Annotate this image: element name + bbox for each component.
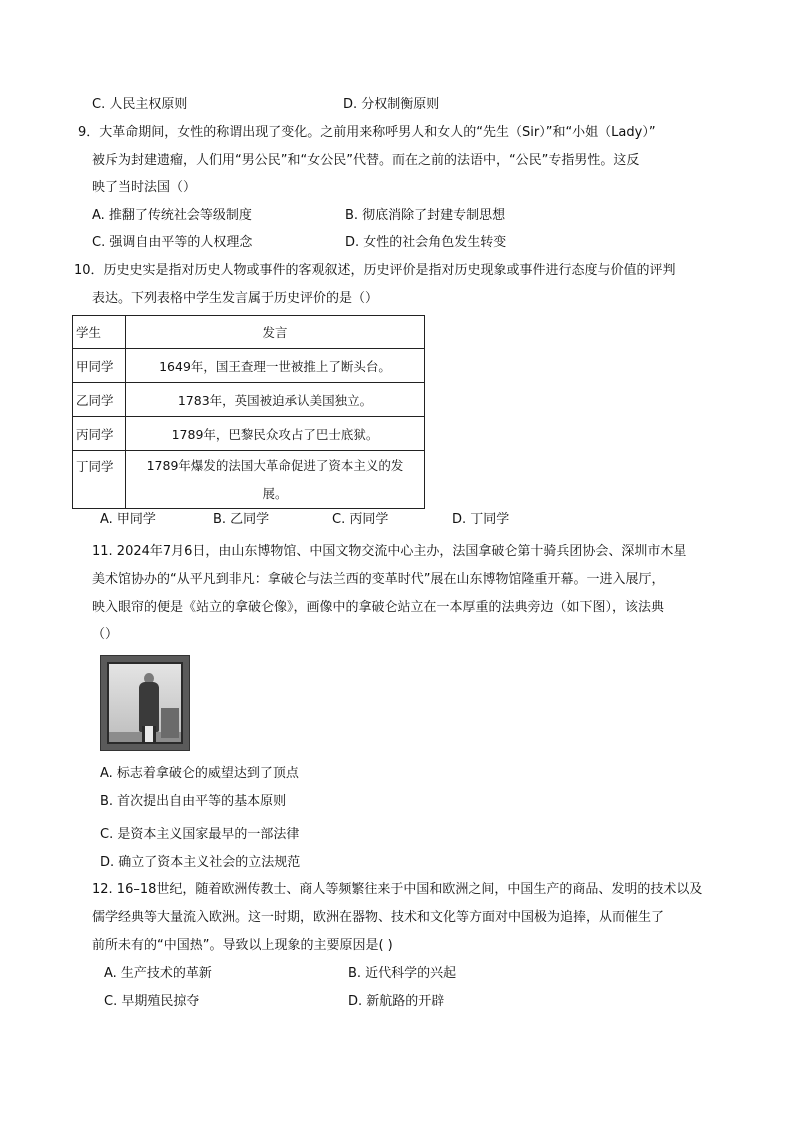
table-cell-student: 甲同学 [73,349,126,383]
table-header-student: 学生 [73,316,126,349]
q9-stem-line3: 映了当时法国（） [92,180,197,195]
table-cell-student: 乙同学 [73,383,126,417]
table-cell-speech-line2: 展。 [262,485,288,501]
q10-option-d: D. 丁同学 [452,512,510,527]
table-cell-speech [126,451,425,509]
q11-stem-line3: 映入眼帘的便是《站立的拿破仑像》，画像中的拿破仑站立在一本厚重的法典旁边（如下图），该法典 [92,600,665,615]
q10-stem-line1: 10．历史史实是指对历史人物或事件的客观叙述，历史评价是指对历史现象或事件进行态度与价值的评判 [74,263,676,278]
q12-stem-line3: 前所未有的“中国热”。导致以上现象的主要原因是( ) [92,938,393,953]
q10-option-c: C. 丙同学 [332,512,389,527]
q10-option-a: A. 甲同学 [100,512,156,527]
table-cell-speech: 1789年，巴黎民众攻占了巴士底狱。 [126,417,425,451]
table-cell-speech: 1649年，国王查理一世被推上了断头台。 [126,349,425,383]
q12-option-a: A. 生产技术的革新 [104,966,212,981]
table-row [73,417,425,451]
q11-option-c: C. 是资本主义国家最早的一部法律 [100,827,300,842]
portrait-frame [107,662,183,744]
napoleon-portrait-image [100,655,190,751]
q12-stem-line2: 儒学经典等大量流入欧洲。这一时期，欧洲在器物、技术和文化等方面对中国极为追捧，从而催生了 [92,910,665,925]
q12-option-d: D. 新航路的开辟 [348,994,445,1009]
q9-option-a: A. 推翻了传统社会等级制度 [92,208,252,223]
q12-stem-line1: 12. 16–18世纪，随着欧洲传教士、商人等频繁往来于中国和欧洲之间，中国生产的商品、发明的技术以及 [92,882,703,897]
speech-table [72,315,425,509]
table-cell-speech-line1: 1789年爆发的法国大革命促进了资本主义的发 [146,457,404,473]
table-row [73,383,425,417]
table-cell-student: 丙同学 [73,417,126,451]
q11-stem-line2: 美术馆协办的“从平凡到非凡：拿破仑与法兰西的变革时代”展在山东博物馆隆重开幕。一进入展厅， [92,572,665,587]
q11-option-d: D. 确立了资本主义社会的立法规范 [100,855,301,870]
q11-option-a: A. 标志着拿破仑的威望达到了顶点 [100,766,299,781]
q8-option-c: C. 人民主权原则 [92,97,188,112]
q9-option-b: B. 彻底消除了封建专制思想 [345,208,506,223]
table-row [73,451,425,509]
q9-stem-line2: 被斥为封建遗瘤，人们用“男公民”和“女公民”代替。而在之前的法语中，“公民”专指男性。这反 [92,153,640,168]
q9-option-d: D. 女性的社会角色发生转变 [345,235,507,250]
q11-stem-line4: （） [92,627,119,642]
q11-option-b: B. 首次提出自由平等的基本原则 [100,794,287,809]
q9-option-c: C. 强调自由平等的人权理念 [92,235,253,250]
q10-option-b: B. 乙同学 [213,512,270,527]
table-cell-student: 丁同学 [73,451,126,509]
q11-stem-line1: 11. 2024年7月6日，由山东博物馆、中国文物交流中心主办，法国拿破仑第十骑兵团协会、深圳市木星 [92,544,687,559]
q8-option-d: D. 分权制衡原则 [343,97,440,112]
table-header-speech: 发言 [126,316,425,349]
q9-stem-line1: 9．大革命期间，女性的称谓出现了变化。之前用来称呼男人和女人的“先生（Sir）”和“小姐（Lady）” [78,125,656,140]
table-header-row [73,316,425,349]
q12-option-c: C. 早期殖民掠夺 [104,994,200,1009]
q12-option-b: B. 近代科学的兴起 [348,966,457,981]
q10-stem-line2: 表达。下列表格中学生发言属于历史评价的是（） [92,291,379,306]
table-cell-speech: 1783年，英国被迫承认美国独立。 [126,383,425,417]
table-row [73,349,425,383]
